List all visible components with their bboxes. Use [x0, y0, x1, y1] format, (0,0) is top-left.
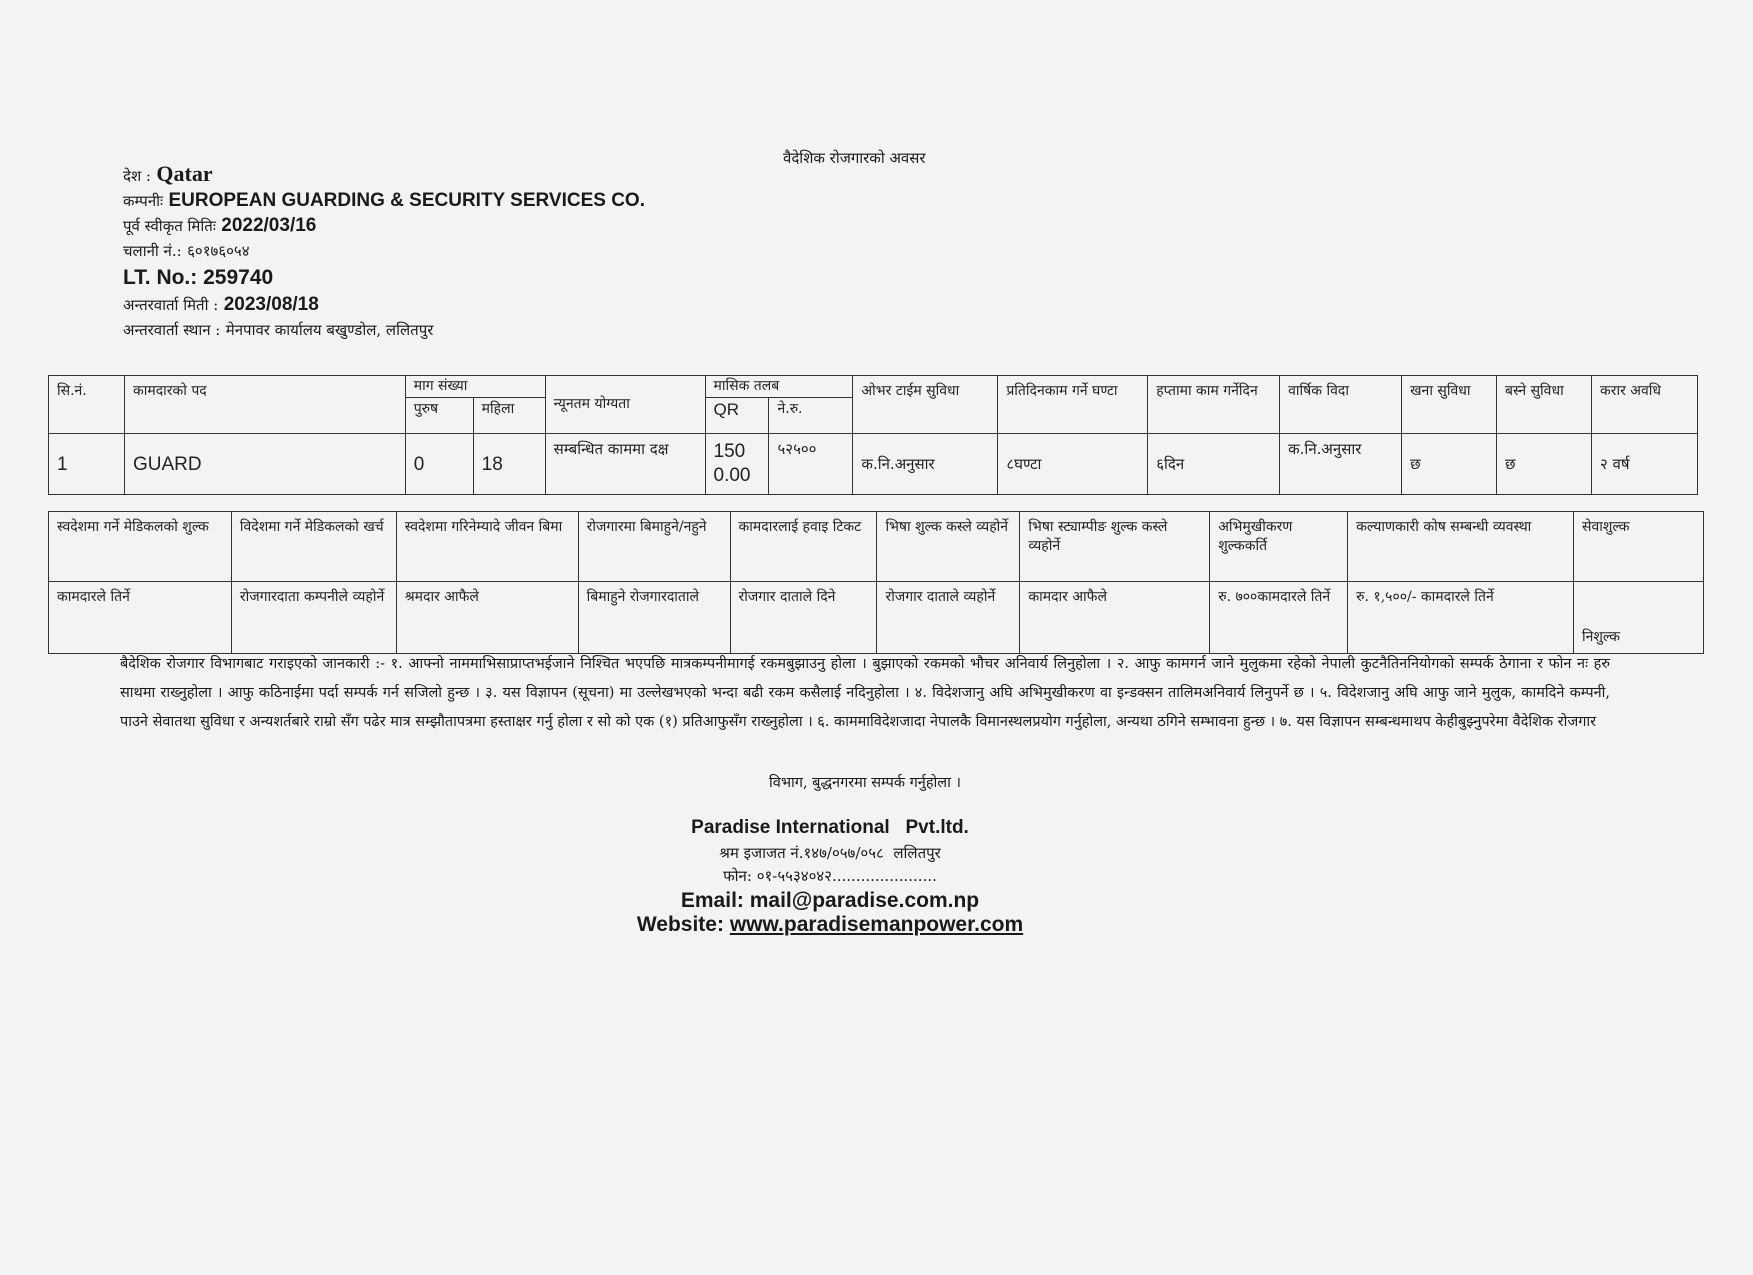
header-male: पुरुष	[405, 398, 473, 434]
job-header	[123, 163, 645, 344]
cost-welfare-fund: रु. १,५००/- कामदारले तिर्ने	[1348, 582, 1574, 654]
website-label: Website:	[636, 913, 724, 936]
country-value: Qatar	[156, 161, 213, 186]
interview-date: 2023/08/18	[223, 294, 319, 315]
interview-date-line	[123, 294, 645, 316]
cost-header-foreign-medical: विदेशमा गर्ने मेडिकलको खर्च	[231, 512, 396, 582]
cost-visa-stamping: कामदार आफैले	[1020, 582, 1210, 654]
country-line	[123, 163, 645, 187]
notice-text: बैदेशिक रोजगार विभागबाट गराइएको जानकारी :- १. आफ्नो नाममाभिसाप्राप्तभईजाने निश्चित भएपछि मात्रकम्पनीमागई रकमबुझाउनु होला । बुझाएको रकमको भौचर अनिवार्य लिनुहोला । २. आफु कामगर्न जाने मुलुकमा रहेको नेपाली कुटनैतिननियोगको सम्पर्क ठेगाना र फोन नः हरु साथमा राख्नुहोला । आफु कठिनाईमा पर्दा सम्पर्क गर्न सजिलो हुन्छ । ३. यस विज्ञापन (सूचना) मा उल्लेखभएको भन्दा बढी रकम कसैलाई नदिनुहोला । ४. विदेशजानु अघि अभिमुखीकरण वा इन्डक्सन तालिमअनिवार्य लिनुपर्ने छ । ५. विदेशजानु अघि आफु जाने मुलुक, कामदिने कम्पनी, पाउने सेवातथा सुविधा र अन्यशर्तबारे राम्रो सँग पढेर मात्र सम्झौतापत्रमा हस्ताक्षर गर्नु होला र सो को एक (१) प्रतिआफुसँग राख्नुहोला । ६. काममाविदेशजादा नेपालकै विमानस्थलप्रयोग गर्नुहोला, अन्यथा ठगिने सम्भावना हुन्छ । ७. यस विज्ञापन सम्बन्धमाथप केहीबुझ्नुपरेमा वैदेशिक रोजगार	[120, 656, 1610, 730]
row-contract: २ वर्ष	[1591, 434, 1697, 495]
header-position: कामदारको पद	[124, 376, 405, 434]
agency-website-line	[580, 913, 1080, 937]
cost-service-fee: निशुल्क	[1573, 582, 1703, 654]
page-title: वैदेशिक रोजगारको अवसर	[783, 149, 926, 167]
row-food: छ	[1402, 434, 1497, 495]
header-daily-hours: प्रतिदिनकाम गर्ने घण्टा	[998, 376, 1148, 434]
company-label: कम्पनीः	[123, 192, 164, 210]
company-value: EUROPEAN GUARDING & SECURITY SERVICES CO.	[168, 190, 645, 211]
costs-table	[48, 511, 1704, 654]
interview-place-label: अन्तरवार्ता स्थान :	[123, 321, 221, 339]
cost-header-life-insurance: स्वदेशमा गरिनेम्यादे जीवन बिमा	[396, 512, 578, 582]
cost-header-employment-insurance: रोजगारमा बिमाहुने/नहुने	[578, 512, 730, 582]
agency-block	[580, 817, 1080, 937]
cost-orientation: रु. ७००कामदारले तिर्ने	[1210, 582, 1348, 654]
website-link[interactable]: www.paradisemanpower.com	[729, 913, 1024, 936]
header-food: खना सुविधा	[1402, 376, 1497, 434]
cost-air-ticket: रोजगार दाताले दिने	[730, 582, 877, 654]
lt-label: LT. No.:	[123, 266, 198, 289]
header-salary: मासिक तलब	[705, 376, 853, 398]
row-position: GUARD	[124, 434, 405, 495]
cost-employment-insurance: बिमाहुने रोजगारदाताले	[578, 582, 730, 654]
costs-header-row	[49, 512, 1704, 582]
dispatch-label: चलानी नं.:	[123, 242, 182, 260]
row-overtime: क.नि.अनुसार	[853, 434, 998, 495]
cost-header-home-medical: स्वदेशमा गर्ने मेडिकलको शुल्क	[49, 512, 232, 582]
job-details-table	[48, 375, 1698, 495]
header-qr: QR	[705, 398, 769, 434]
approval-label: पूर्व स्वीकृत मितिः	[123, 217, 216, 235]
cost-header-visa-stamping: भिषा स्ट्याम्पीङ शुल्क कस्ले व्यहोर्ने	[1020, 512, 1210, 582]
dispatch-number: ६०१७६०५४	[187, 242, 250, 260]
agency-email[interactable]: Email: mail@paradise.com.np	[680, 889, 980, 912]
costs-value-row	[49, 582, 1704, 654]
cost-visa-fee: रोजगार दाताले व्यहोर्ने	[877, 582, 1020, 654]
header-overtime: ओभर टाईम सुविधा	[853, 376, 998, 434]
row-annual-leave: क.नि.अनुसार	[1280, 434, 1402, 495]
cost-header-orientation: अभिमुखीकरण शुल्ककर्ति	[1210, 512, 1348, 582]
lt-line	[123, 266, 645, 290]
cost-life-insurance: श्रमदार आफैले	[396, 582, 578, 654]
header-contract: करार अवधि	[1591, 376, 1697, 434]
country-label: देश :	[123, 167, 151, 185]
agency-name: Paradise International Pvt.ltd.	[691, 817, 969, 838]
header-qualification: न्यूनतम योग्यता	[545, 376, 705, 434]
header-sn: सि.नं.	[49, 376, 125, 434]
cost-header-welfare-fund: कल्याणकारी कोष सम्बन्धी व्यवस्था	[1348, 512, 1574, 582]
lt-number: 259740	[203, 266, 274, 289]
approval-date: 2022/03/16	[221, 215, 317, 236]
row-npr: ५२५००	[769, 434, 853, 495]
cost-header-air-ticket: कामदारलाई हवाइ टिकट	[730, 512, 877, 582]
agency-license: श्रम इजाजत नं.१४७/०५७/०५८ ललितपुर	[719, 844, 941, 862]
approval-line	[123, 215, 645, 237]
cost-home-medical: कामदारले तिर्ने	[49, 582, 232, 654]
table-header-row	[49, 376, 1698, 398]
row-female: 18	[473, 434, 545, 495]
header-demand: माग संख्या	[405, 376, 545, 398]
row-accommodation: छ	[1497, 434, 1592, 495]
company-line	[123, 190, 645, 212]
row-daily-hours: ८घण्टा	[998, 434, 1148, 495]
notice-last-line: विभाग, बुद्धनगरमा सम्पर्क गर्नुहोला ।	[769, 775, 961, 791]
header-weekly-days: हप्तामा काम गर्नेदिन	[1148, 376, 1280, 434]
row-weekly-days: ६दिन	[1148, 434, 1280, 495]
dispatch-line	[123, 240, 645, 262]
cost-header-visa-fee: भिषा शुल्क कस्ले व्यहोर्ने	[877, 512, 1020, 582]
agency-phone: फोन: ०१-५५३४०४२......................	[723, 867, 937, 885]
interview-place: मेनपावर कार्यालय बखुण्डोल, ललितपुर	[225, 321, 434, 339]
row-sn: 1	[49, 434, 125, 495]
interview-place-line	[123, 319, 645, 341]
header-accommodation: बस्ने सुविधा	[1497, 376, 1592, 434]
header-npr: ने.रु.	[769, 398, 853, 434]
cost-foreign-medical: रोजगारदाता कम्पनीले व्यहोर्ने	[231, 582, 396, 654]
row-male: 0	[405, 434, 473, 495]
cost-header-service-fee: सेवाशुल्क	[1573, 512, 1703, 582]
interview-date-label: अन्तरवार्ता मिती :	[123, 296, 219, 314]
header-annual-leave: वार्षिक विदा	[1280, 376, 1402, 434]
row-qualification: सम्बन्धित काममा दक्ष	[545, 434, 705, 495]
row-qr: 1500.00	[705, 434, 769, 495]
table-row	[49, 434, 1698, 495]
header-female: महिला	[473, 398, 545, 434]
